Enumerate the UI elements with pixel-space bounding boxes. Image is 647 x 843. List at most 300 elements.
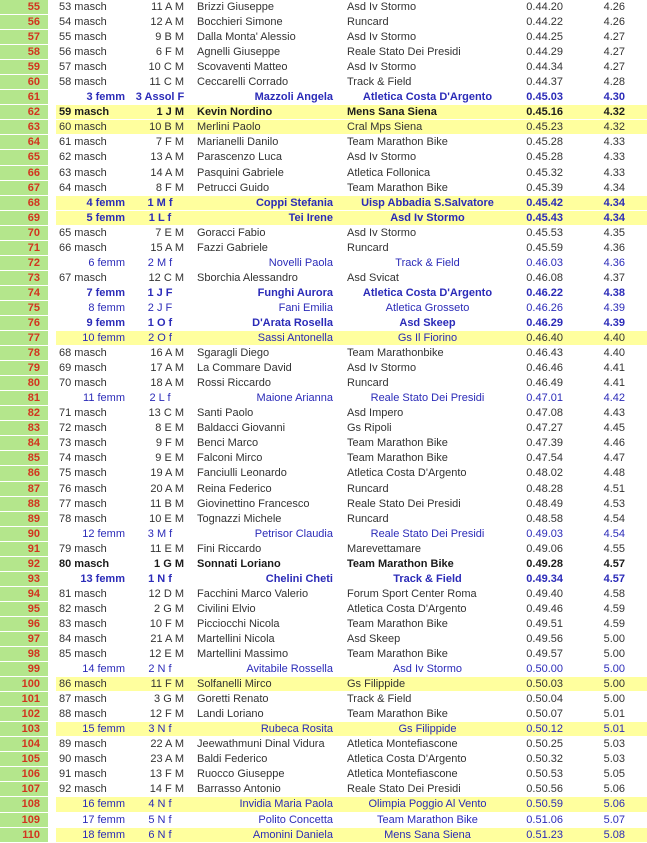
- column-gap: [48, 767, 56, 781]
- column-gap: [48, 602, 56, 616]
- table-row: [0, 436, 647, 451]
- category-code-cell: 2 G M: [154, 602, 184, 615]
- pace-cell: 4.40: [603, 347, 625, 360]
- time-cell: 0.45.39: [526, 181, 563, 194]
- column-gap: [48, 150, 56, 164]
- team-cell: Team Marathon Bike: [347, 617, 448, 630]
- category-code-cell: 13 A M: [150, 151, 184, 164]
- row-filler: [627, 166, 647, 180]
- category-count-cell: 3 femm: [86, 91, 125, 104]
- category-count-cell: 72 masch: [59, 422, 107, 435]
- team-cell: Atletica Montefiascone: [347, 768, 458, 781]
- pace-cell: 4.33: [603, 151, 625, 164]
- pace-cell: 5.00: [603, 693, 625, 706]
- row-filler: [627, 617, 647, 631]
- pace-cell: 4.33: [603, 166, 625, 179]
- pace-cell: 4.34: [565, 196, 627, 210]
- team-cell: Reale Stato Dei Presidi: [347, 783, 461, 796]
- name-cell: Bocchieri Simone: [197, 16, 283, 29]
- pace-cell: 5.06: [603, 783, 625, 796]
- pace-cell: 5.00: [565, 677, 627, 691]
- team-cell: Asd Iv Stormo: [347, 226, 417, 239]
- table-row: [0, 632, 647, 647]
- name-cell: Jeewathmuni Dinal Vidura: [197, 738, 325, 751]
- team-cell: Reale Stato Dei Presidi: [347, 497, 461, 510]
- position-cell: 90: [0, 527, 48, 541]
- column-gap: [48, 256, 56, 270]
- category-count-cell: 70 masch: [59, 377, 107, 390]
- name-cell: Tei Irene: [190, 211, 345, 225]
- time-cell: 0.50.56: [526, 783, 563, 796]
- row-filler: [627, 466, 647, 480]
- position-cell: 69: [0, 211, 48, 225]
- category-count-cell: 61 masch: [59, 136, 107, 149]
- column-gap: [48, 512, 56, 526]
- team-cell: Track & Field: [395, 256, 460, 269]
- position-cell: 87: [0, 482, 48, 496]
- category-count-cell: 18 femm: [56, 828, 130, 842]
- position-cell: 65: [0, 150, 48, 164]
- time-cell: 0.44.29: [526, 46, 563, 59]
- row-filler: [627, 782, 647, 796]
- pace-cell: 4.54: [603, 512, 625, 525]
- name-cell: Ceccarelli Corrado: [197, 76, 289, 89]
- row-filler: [627, 707, 647, 721]
- column-gap: [48, 828, 56, 842]
- pace-cell: 4.59: [603, 617, 625, 630]
- category-count-cell: 76 masch: [59, 482, 107, 495]
- pace-cell: 4.33: [603, 136, 625, 149]
- category-count-cell: 7 femm: [86, 286, 125, 299]
- category-code-cell: 6 N f: [130, 828, 190, 842]
- table-row: [0, 828, 647, 843]
- column-gap: [48, 75, 56, 89]
- column-gap: [48, 436, 56, 450]
- pace-cell: 5.05: [603, 768, 625, 781]
- team-cell: Team Marathon Bike: [347, 708, 448, 721]
- pace-cell: 5.03: [603, 753, 625, 766]
- name-cell: Sonnati Loriano: [197, 557, 281, 570]
- name-cell: Scovaventi Matteo: [197, 61, 288, 74]
- time-cell: 0.46.29: [526, 316, 563, 329]
- table-row: [0, 406, 647, 421]
- category-code-cell: 1 O f: [147, 316, 173, 329]
- position-cell: 58: [0, 45, 48, 59]
- time-cell: 0.47.54: [526, 452, 563, 465]
- category-count-cell: 6 femm: [88, 256, 125, 269]
- position-cell: 99: [0, 662, 48, 676]
- table-row: [0, 0, 647, 15]
- category-code-cell: 8 F M: [155, 181, 184, 194]
- team-cell: Track & Field: [393, 572, 462, 585]
- time-cell: 0.49.56: [526, 632, 563, 645]
- name-cell: Fini Riccardo: [197, 542, 262, 555]
- position-cell: 57: [0, 30, 48, 44]
- pace-cell: 5.06: [565, 797, 627, 811]
- category-code-cell: 12 D M: [148, 587, 184, 600]
- category-code-cell: 3 M f: [147, 527, 173, 540]
- category-count-cell: 8 femm: [88, 301, 125, 314]
- time-cell: 0.46.46: [526, 362, 563, 375]
- table-row: [0, 527, 647, 542]
- position-cell: 68: [0, 196, 48, 210]
- time-cell: 0.48.58: [526, 512, 563, 525]
- name-cell: Petrucci Guido: [197, 181, 270, 194]
- category-code-cell: 5 N f: [148, 813, 172, 826]
- pace-cell: 4.26: [603, 16, 625, 29]
- position-cell: 109: [0, 813, 48, 827]
- position-cell: 101: [0, 692, 48, 706]
- team-cell: Asd Iv Stormo: [347, 1, 417, 13]
- pace-cell: 4.30: [603, 91, 625, 104]
- column-gap: [48, 466, 56, 480]
- team-cell: Atletica Montefiascone: [347, 738, 458, 751]
- position-cell: 70: [0, 226, 48, 240]
- category-code-cell: 11 B M: [149, 497, 184, 510]
- name-cell: La Commare David: [197, 362, 292, 375]
- column-gap: [48, 527, 56, 541]
- pace-cell: 4.34: [565, 211, 627, 225]
- column-gap: [48, 782, 56, 796]
- name-cell: Goretti Renato: [197, 693, 269, 706]
- row-filler: [627, 647, 647, 661]
- row-filler: [627, 391, 647, 405]
- category-code-cell: 1 L f: [130, 211, 190, 225]
- category-code-cell: 10 B M: [130, 120, 190, 134]
- time-cell: 0.50.03: [510, 677, 565, 691]
- position-cell: 84: [0, 436, 48, 450]
- time-cell: 0.49.03: [526, 527, 563, 540]
- time-cell: 0.51.06: [526, 813, 563, 826]
- category-code-cell: 19 A M: [150, 467, 184, 480]
- pace-cell: 4.46: [603, 437, 625, 450]
- table-row: [0, 722, 647, 737]
- category-count-cell: 85 masch: [59, 648, 107, 661]
- row-filler: [627, 241, 647, 255]
- column-gap: [48, 797, 56, 811]
- column-gap: [48, 181, 56, 195]
- name-cell: Invidia Maria Paola: [190, 797, 345, 811]
- category-code-cell: 15 A M: [150, 241, 184, 254]
- pace-cell: 4.54: [603, 527, 625, 540]
- pace-cell: 4.40: [565, 331, 627, 345]
- pace-cell: 4.51: [603, 482, 625, 495]
- time-cell: 0.48.28: [526, 482, 563, 495]
- team-cell: Team Marathon Bike: [347, 136, 448, 149]
- table-row: [0, 707, 647, 722]
- category-count-cell: 56 masch: [59, 46, 107, 59]
- pace-cell: 4.34: [603, 181, 625, 194]
- time-cell: 0.49.34: [526, 572, 563, 585]
- position-cell: 104: [0, 737, 48, 751]
- position-cell: 56: [0, 15, 48, 29]
- row-filler: [627, 331, 647, 345]
- team-cell: Asd Iv Stormo: [347, 362, 417, 375]
- column-gap: [48, 271, 56, 285]
- row-filler: [627, 436, 647, 450]
- pace-cell: 4.37: [603, 271, 625, 284]
- column-gap: [48, 120, 56, 134]
- table-row: [0, 782, 647, 797]
- category-count-cell: 88 masch: [59, 708, 107, 721]
- name-cell: Martellini Massimo: [197, 648, 289, 661]
- time-cell: 0.45.53: [526, 226, 563, 239]
- time-cell: 0.49.57: [526, 648, 563, 661]
- column-gap: [48, 557, 56, 571]
- position-cell: 100: [0, 677, 48, 691]
- category-code-cell: 7 F M: [155, 136, 184, 149]
- row-filler: [627, 45, 647, 59]
- column-gap: [48, 752, 56, 766]
- name-cell: Polito Concetta: [258, 813, 333, 826]
- table-row: [0, 211, 647, 226]
- time-cell: 0.50.12: [510, 722, 565, 736]
- category-code-cell: 2 N f: [148, 663, 172, 676]
- table-row: [0, 797, 647, 812]
- name-cell: Brizzi Giuseppe: [197, 1, 275, 13]
- category-count-cell: 71 masch: [59, 407, 107, 420]
- time-cell: 0.50.04: [526, 693, 563, 706]
- row-filler: [627, 271, 647, 285]
- name-cell: Avitabile Rossella: [246, 663, 333, 676]
- name-cell: Pasquini Gabriele: [197, 166, 284, 179]
- name-cell: Facchini Marco Valerio: [197, 587, 309, 600]
- table-row: [0, 361, 647, 376]
- row-filler: [627, 226, 647, 240]
- name-cell: Sborchia Alessandro: [197, 271, 298, 284]
- column-gap: [48, 241, 56, 255]
- pace-cell: 4.26: [603, 1, 625, 13]
- category-code-cell: 10 C M: [148, 61, 184, 74]
- position-cell: 94: [0, 587, 48, 601]
- time-cell: 0.45.42: [510, 196, 565, 210]
- team-cell: Asd Iv Stormo: [345, 211, 510, 225]
- column-gap: [48, 30, 56, 44]
- position-cell: 63: [0, 120, 48, 134]
- table-row: [0, 105, 647, 120]
- category-code-cell: 1 G M: [154, 557, 184, 570]
- team-cell: Asd Iv Stormo: [347, 61, 417, 74]
- team-cell: Asd Iv Stormo: [392, 663, 463, 676]
- time-cell: 0.45.28: [526, 151, 563, 164]
- position-cell: 66: [0, 166, 48, 180]
- time-cell: 0.47.08: [526, 407, 563, 420]
- category-count-cell: 64 masch: [59, 181, 107, 194]
- row-filler: [627, 376, 647, 390]
- table-row: [0, 75, 647, 90]
- row-filler: [627, 75, 647, 89]
- time-cell: 0.47.27: [526, 422, 563, 435]
- team-cell: Atletica Grosseto: [385, 301, 470, 314]
- team-cell: Asd Skeep: [399, 316, 456, 329]
- row-filler: [627, 737, 647, 751]
- pace-cell: 4.41: [603, 362, 625, 375]
- category-count-cell: 89 masch: [59, 738, 107, 751]
- name-cell: D'Arata Rosella: [252, 316, 333, 329]
- category-code-cell: 18 A M: [150, 377, 184, 390]
- pace-cell: 4.38: [603, 286, 625, 299]
- name-cell: Coppi Stefania: [190, 196, 345, 210]
- time-cell: 0.46.49: [526, 377, 563, 390]
- position-cell: 62: [0, 105, 48, 119]
- pace-cell: 4.57: [603, 572, 625, 585]
- name-cell: Sgaragli Diego: [197, 347, 270, 360]
- name-cell: Falconi Mirco: [197, 452, 263, 465]
- category-count-cell: 80 masch: [59, 557, 110, 570]
- pace-cell: 5.07: [603, 813, 625, 826]
- position-cell: 71: [0, 241, 48, 255]
- column-gap: [48, 677, 56, 691]
- name-cell: Petrisor Claudia: [254, 527, 333, 540]
- column-gap: [48, 421, 56, 435]
- time-cell: 0.45.59: [526, 241, 563, 254]
- row-filler: [627, 602, 647, 616]
- team-cell: Gs Filippide: [345, 677, 510, 691]
- name-cell: Landi Loriano: [197, 708, 264, 721]
- team-cell: Asd Impero: [347, 407, 404, 420]
- team-cell: Gs Il Fiorino: [345, 331, 510, 345]
- category-count-cell: 74 masch: [59, 452, 107, 465]
- category-count-cell: 77 masch: [59, 497, 107, 510]
- category-code-cell: 17 A M: [150, 362, 184, 375]
- row-filler: [627, 361, 647, 375]
- team-cell: Atletica Costa D'Argento: [362, 91, 493, 104]
- table-row: [0, 301, 647, 316]
- name-cell: Mazzoli Angela: [254, 91, 333, 104]
- pace-cell: 5.01: [603, 708, 625, 721]
- category-count-cell: 75 masch: [59, 467, 107, 480]
- category-count-cell: 65 masch: [59, 226, 107, 239]
- column-gap: [48, 587, 56, 601]
- row-filler: [627, 572, 647, 586]
- time-cell: 0.50.07: [526, 708, 563, 721]
- row-filler: [627, 451, 647, 465]
- time-cell: 0.50.25: [526, 738, 563, 751]
- row-filler: [627, 90, 647, 104]
- table-row: [0, 692, 647, 707]
- row-filler: [627, 828, 647, 842]
- time-cell: 0.44.20: [526, 1, 563, 13]
- category-count-cell: 78 masch: [59, 512, 107, 525]
- table-row: [0, 45, 647, 60]
- category-count-cell: 58 masch: [59, 76, 107, 89]
- table-row: [0, 60, 647, 75]
- row-filler: [627, 135, 647, 149]
- category-code-cell: 12 F M: [149, 708, 184, 721]
- position-cell: 98: [0, 647, 48, 661]
- category-code-cell: 3 G M: [154, 693, 184, 706]
- name-cell: Rubeca Rosita: [190, 722, 345, 736]
- column-gap: [48, 15, 56, 29]
- name-cell: Barrasso Antonio: [197, 783, 281, 796]
- row-filler: [627, 482, 647, 496]
- team-cell: Atletica Costa D'Argento: [362, 286, 493, 299]
- column-gap: [48, 135, 56, 149]
- row-filler: [627, 105, 647, 119]
- category-code-cell: 13 C M: [148, 407, 184, 420]
- row-filler: [627, 662, 647, 676]
- position-cell: 64: [0, 135, 48, 149]
- table-row: [0, 166, 647, 181]
- category-count-cell: 55 masch: [59, 31, 107, 44]
- position-cell: 59: [0, 60, 48, 74]
- row-filler: [627, 797, 647, 811]
- column-gap: [48, 331, 56, 345]
- category-code-cell: 13 F M: [149, 768, 184, 781]
- category-code-cell: 16 A M: [150, 347, 184, 360]
- name-cell: Funghi Aurora: [257, 286, 333, 299]
- name-cell: Novelli Paola: [268, 256, 333, 269]
- pace-cell: 4.43: [603, 407, 625, 420]
- category-code-cell: 4 N f: [130, 797, 190, 811]
- category-code-cell: 14 A M: [150, 166, 184, 179]
- table-row: [0, 271, 647, 286]
- column-gap: [48, 722, 56, 736]
- name-cell: Rossi Riccardo: [197, 377, 271, 390]
- table-row: [0, 15, 647, 30]
- column-gap: [48, 451, 56, 465]
- table-row: [0, 602, 647, 617]
- category-count-cell: 62 masch: [59, 151, 107, 164]
- category-code-cell: 1 J M: [130, 105, 190, 119]
- team-cell: Marevettamare: [347, 542, 421, 555]
- position-cell: 55: [0, 0, 48, 14]
- category-code-cell: 9 F M: [155, 437, 184, 450]
- time-cell: 0.47.39: [526, 437, 563, 450]
- team-cell: Team Marathon Bike: [347, 452, 448, 465]
- name-cell: Baldi Federico: [197, 753, 268, 766]
- column-gap: [48, 105, 56, 119]
- row-filler: [627, 632, 647, 646]
- column-gap: [48, 813, 56, 827]
- name-cell: Fani Emilia: [278, 301, 333, 314]
- position-cell: 110: [0, 828, 48, 842]
- category-code-cell: 12 E M: [149, 648, 184, 661]
- time-cell: 0.48.49: [526, 497, 563, 510]
- table-row: [0, 226, 647, 241]
- name-cell: Civilini Elvio: [197, 602, 256, 615]
- column-gap: [48, 316, 56, 330]
- table-row: [0, 451, 647, 466]
- position-cell: 83: [0, 421, 48, 435]
- column-gap: [48, 286, 56, 300]
- category-count-cell: 92 masch: [59, 783, 107, 796]
- category-count-cell: 60 masch: [56, 120, 130, 134]
- table-row: [0, 737, 647, 752]
- table-row: [0, 391, 647, 406]
- name-cell: Marianelli Danilo: [197, 136, 279, 149]
- category-code-cell: 14 F M: [149, 783, 184, 796]
- name-cell: Santi Paolo: [197, 407, 254, 420]
- team-cell: Team Marathon Bike: [347, 437, 448, 450]
- category-count-cell: 73 masch: [59, 437, 107, 450]
- table-row: [0, 256, 647, 271]
- time-cell: 0.47.01: [526, 392, 563, 405]
- category-code-cell: 2 L f: [149, 392, 171, 405]
- time-cell: 0.46.03: [526, 256, 563, 269]
- team-cell: Reale Stato Dei Presidi: [370, 527, 485, 540]
- table-row: [0, 421, 647, 436]
- column-gap: [48, 497, 56, 511]
- team-cell: Forum Sport Center Roma: [347, 587, 477, 600]
- category-code-cell: 9 B M: [155, 31, 184, 44]
- team-cell: Track & Field: [347, 693, 412, 706]
- table-row: [0, 346, 647, 361]
- position-cell: 86: [0, 466, 48, 480]
- position-cell: 60: [0, 75, 48, 89]
- team-cell: Runcard: [347, 482, 389, 495]
- table-row: [0, 542, 647, 557]
